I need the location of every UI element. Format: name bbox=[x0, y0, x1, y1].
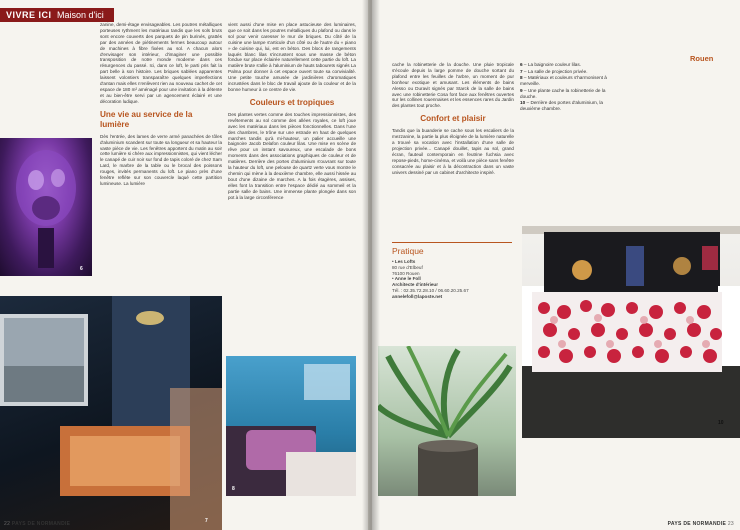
pratique-box bbox=[392, 242, 512, 300]
section-title: Maison d'ici bbox=[57, 10, 104, 20]
heading-light: Une vie au service de la lumière bbox=[100, 109, 193, 129]
sculpture-shape bbox=[0, 138, 92, 276]
pratique-line: Architecte d'intérieur bbox=[392, 282, 439, 288]
pratique-line: Tél. : 02.35.72.28.10 / 06.60.20.25.67 bbox=[392, 287, 469, 293]
left-footer bbox=[4, 521, 70, 527]
left-page bbox=[0, 0, 368, 530]
bathtub-scene bbox=[226, 356, 356, 496]
pratique-title: Pratique bbox=[392, 246, 424, 256]
magazine-brand: PAYS DE NORMANDIE bbox=[11, 521, 71, 527]
left-column-1 bbox=[100, 22, 222, 189]
section-label: VIVRE ICI bbox=[6, 10, 52, 20]
right-footer bbox=[668, 521, 734, 527]
intro-paragraph: zanine, demi-étage envisageables. Les poutres métalliques porteuses rythment les matériaux tandis que les sols bruts sont encore couverts des parquets de pin burinés, grattés par des années de piétinements fermes beaucoup autour de machines à fibre fixées au sol. A chacun alors d'envisager son intérieur, d'imaginer une possible transposition de notre monde moderne dans ces résurgences du passé. Ici, dans ce loft, le parti pris fait la part belle à son histoire. Les briques sablées apparentes laissent volontiers transparaître quelques imperfections d'antan mais elles n'enlèvent rien au nouveau cachet de cet espace de 180 m² aménagé pour une invitation à la détente et au bien-être servi par un agencement éclairé et une décoration ludique. bbox=[100, 22, 222, 104]
pratique-line: • Les Lofts bbox=[392, 259, 416, 264]
page-gutter bbox=[362, 0, 380, 530]
pratique-line: 76100 Rouen bbox=[392, 270, 420, 276]
photo-number: 10 bbox=[718, 420, 724, 426]
photo-number: 7 bbox=[205, 518, 208, 524]
plant-scene bbox=[378, 346, 516, 496]
shower-paragraph: cache la robinetterie de la douche. Une pluie tropicale s'écoule depuis la large pomme de douche sortant du plafond entre les feuilles de l'arbre, un moment de pur bonheur exotique et amusant. Les éléments de bains Alesso ou Duravit signés par Starck de la salle de bains avec une robinetterie Cosa font face aux fenêtres ouvertes sur les collines rouennaises et les essences rares du Jardin des plantes tout proche. bbox=[392, 62, 514, 109]
kitchen-paragraph: vient aussi d'une mise en place astucieuse des luminaires, que ce soit dans les poutres métalliques du plafond ou dans le sol pour venir caresser le mur de briques. Du côté de la cuisine une lampe s'articule d'un côté ou de l'autre du « piano » de cuisine qui, lui, est en béton. Des blocs de rangements laqués blanc lilas s'incrustent sous une masse de béton fondue sur place éclairée naturellement cette partie du loft. La matière brute s'allie à l'aluminium de hauts tabourets signés La Palma pour donner à cet espace ouvert toute sa convivialité. Une petite touche amusée de jardinières d'aromatiques incrustées dans le bloc de travail ajoute de la couleur et de la bonne humeur à ce centre de vie. bbox=[228, 22, 356, 92]
page-number: 22 bbox=[4, 521, 11, 527]
caption-list bbox=[520, 62, 615, 113]
projection-scene bbox=[0, 296, 222, 530]
caption-item: 9 – Une plante cache la robinetterie de la douche. bbox=[520, 87, 606, 99]
caption-item: 10 – Derrière des portes d'aluminium, la deuxième chambre. bbox=[520, 100, 603, 111]
page-number: 23 bbox=[727, 521, 734, 527]
photo-bathtub bbox=[226, 356, 356, 496]
caption-item: 8 – Matériaux et couleurs s'harmonisent à merveille. bbox=[520, 75, 607, 86]
heading-comfort: Confort et plaisir bbox=[420, 114, 486, 124]
comfort-paragraph: Tandis que la buanderie se cache sous les escaliers de la mezzanine, la partie la plus éloignée de la lumière naturelle a trouvé sa vocation avec l'installation d'une salle de projection privée... Canapé douillet, tapis au sol, grand écran, fauteuil contemporain en feutrine fuchsia avec repose-pieds, home-cinéma, et voilà une pièce sans fenêtre consacrée au plaisir et à la décontraction dans un vaste univers dessiné par un cabinet d'architecte inspiré. bbox=[392, 128, 514, 175]
pratique-line: • Anne le Foll bbox=[392, 276, 421, 282]
magazine-brand: PAYS DE NORMANDIE bbox=[667, 521, 727, 527]
pratique-line: 80 rue d'Elbeuf bbox=[392, 264, 423, 270]
photo-projection-room bbox=[0, 296, 222, 530]
light-paragraph: Dès l'entrée, des lames de verre armé panachées de tôles d'aluminium scandent sur toute sa longueur et sa hauteur la vaste pièce de vie. Les fenêtres apportent du matin au soir cette lumière si chère aux impressionnistes, qui vient lécher le canapé de cuir noir sur fond de tapis coloré de chez Sam Laïd, le marbre de la table ou le brocal des poissons rouges, invités permanents du loft. Le piano près d'une fenêtre reflète sur son couvercle laqué cette partition lumineuse. La lumière bbox=[100, 133, 222, 186]
photo-bedroom bbox=[522, 226, 740, 438]
caption-item: 6 – La baignoire couleur lilas. bbox=[520, 62, 581, 67]
photo-plant-shower bbox=[378, 346, 516, 496]
left-column-2 bbox=[228, 22, 356, 202]
caption-item: 7 – La salle de projection privée. bbox=[520, 68, 588, 74]
tropics-paragraph: Des plantes vertes comme des touches impressionnistes, des revêtements au sol comme des allées royales, ce loft joue avec les matériaux dans les pièces fonctionnelles. Dans l'une des chambres, le trône sur une estrade en haut de quelques marches tandis qu'à mi-hauteur, un palier accueille une baignoire Jacob Delafon couleur lilas. Une mise en scène de rêve pour un instant savoureux, une escalade de bons moments dans des associations graphiques de couleur et de matières. Derrière des portes d'aluminium s'ouvrant sur toute la hauteur du loft, une pelouse de quartz verte vous montre le chemin qui mène à la deuxième chambre, elle aussi hissée au bout d'une dizaine de marches. A la fois étagères, assises, elles font la transition entre l'espace dédié au sommeil et la partie salle de bains. Une immense plante plongée dans son pot à la large circonférence bbox=[228, 111, 356, 200]
city-title: Rouen bbox=[690, 54, 714, 63]
right-page bbox=[372, 0, 740, 530]
photo-sculpture bbox=[0, 138, 92, 276]
section-header bbox=[0, 8, 114, 22]
heading-tropics: Couleurs et tropiques bbox=[249, 97, 335, 107]
pratique-email: annelefoll@laposte.net bbox=[392, 293, 443, 299]
photo-number: 8 bbox=[232, 486, 235, 492]
photo-number: 6 bbox=[80, 266, 83, 272]
right-column-1 bbox=[392, 62, 514, 178]
polka-dot-duvet bbox=[522, 226, 740, 438]
